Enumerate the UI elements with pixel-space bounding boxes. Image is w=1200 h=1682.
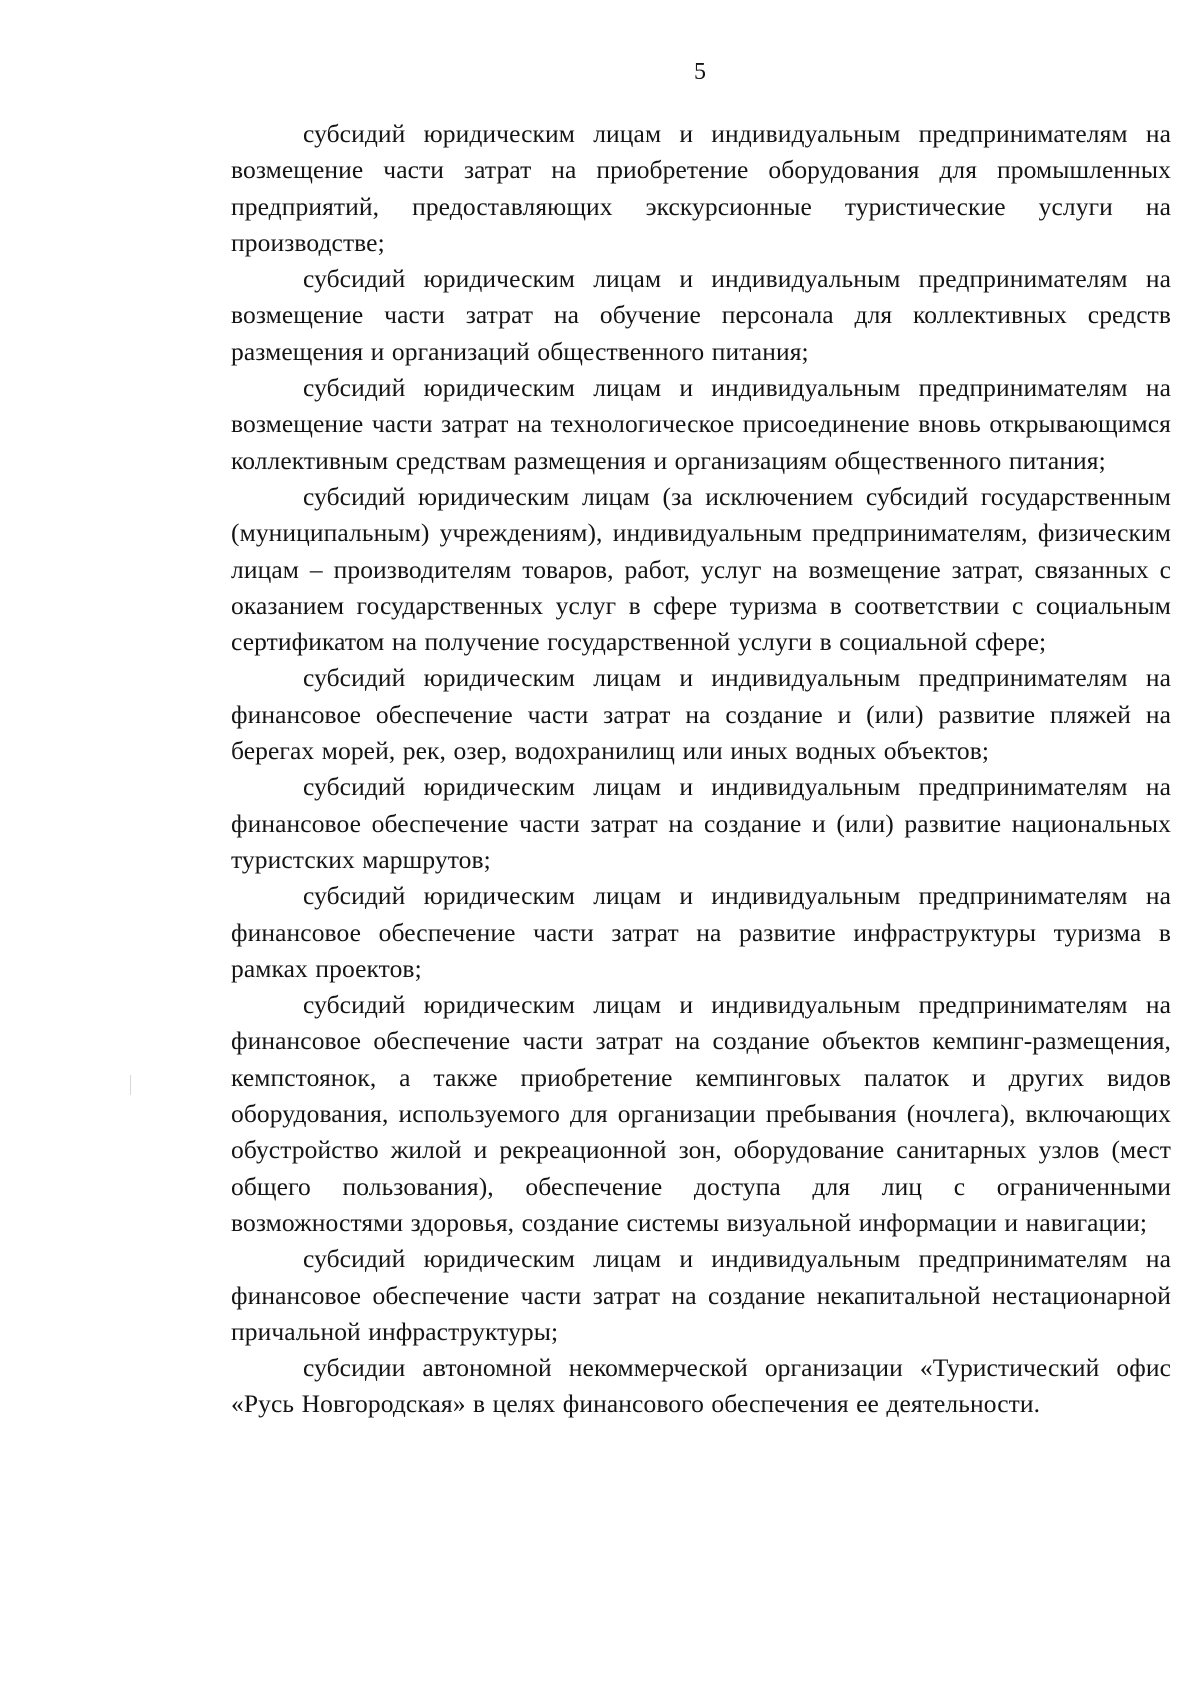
paragraph-subsidy-equipment: субсидий юридическим лицам и индивидуальным предпринимателям на возмещение части затрат на приобретение оборудования для промышленных предприятий, предоставляющих экскурсионные туристические услуги на производстве; xyxy=(231,119,1171,257)
paragraph-subsidy-infrastructure: субсидий юридическим лицам и индивидуальным предпринимателям на финансовое обеспечение части затрат на развитие инфраструктуры туризма в рамках проектов; xyxy=(231,881,1171,983)
paragraph-subsidy-tech-connection: субсидий юридическим лицам и индивидуальным предпринимателям на возмещение части затрат на технологическое присоединение вновь открывающимся коллективным средствам размещения и организациям общественного питания; xyxy=(231,373,1171,475)
paragraph-subsidy-tourist-office: субсидии автономной некоммерческой организации «Туристический офис «Русь Новгородская» в целях финансового обеспечения ее деятельности. xyxy=(231,1353,1171,1419)
paragraph-subsidy-tourist-routes: субсидий юридическим лицам и индивидуальным предпринимателям на финансовое обеспечение части затрат на создание и (или) развитие национальных туристских маршрутов; xyxy=(231,772,1171,874)
paragraph-subsidy-camping: субсидий юридическим лицам и индивидуальным предпринимателям на финансовое обеспечение части затрат на создание объектов кемпинг-размещения, кемпстоянок, а также приобретение кемпинговых палаток и других видов оборудования, используемого для организации пребывания (ночлега), включающих обустройство жилой и рекреационной зон, оборудование санитарных узлов (мест общего пользования), обеспечение доступа для лиц с ограниченными возможностями здоровья, создание системы визуальной информации и навигации; xyxy=(231,990,1171,1237)
paragraph-subsidy-beaches: субсидий юридическим лицам и индивидуальным предпринимателям на финансовое обеспечение части затрат на создание и (или) развитие пляжей на берегах морей, рек, озер, водохранилищ или иных водных объектов; xyxy=(231,663,1171,766)
page-number: 5 xyxy=(694,59,706,85)
paragraph-subsidy-mooring: субсидий юридическим лицам и индивидуальным предпринимателям на финансовое обеспечение части затрат на создание некапитальной нестационарной причальной инфраструктуры; xyxy=(231,1244,1171,1346)
document-body xyxy=(231,116,1171,1423)
paragraph-subsidy-social-certificate: субсидий юридическим лицам (за исключением субсидий государственным (муниципальным) учреждениям), индивидуальным предпринимателям, физическим лицам – производителям товаров, работ, услуг на возмещение затрат, связанных с оказанием государственных услуг в сфере туризма в соответствии с социальным сертификатом на получение государственной услуги в социальной сфере; xyxy=(231,481,1171,657)
scan-margin-mark xyxy=(130,1075,131,1095)
paragraph-subsidy-staff-training: субсидий юридическим лицам и индивидуальным предпринимателям на возмещение части затрат на обучение персонала для коллективных средств размещения и организаций общественного питания; xyxy=(231,264,1171,366)
